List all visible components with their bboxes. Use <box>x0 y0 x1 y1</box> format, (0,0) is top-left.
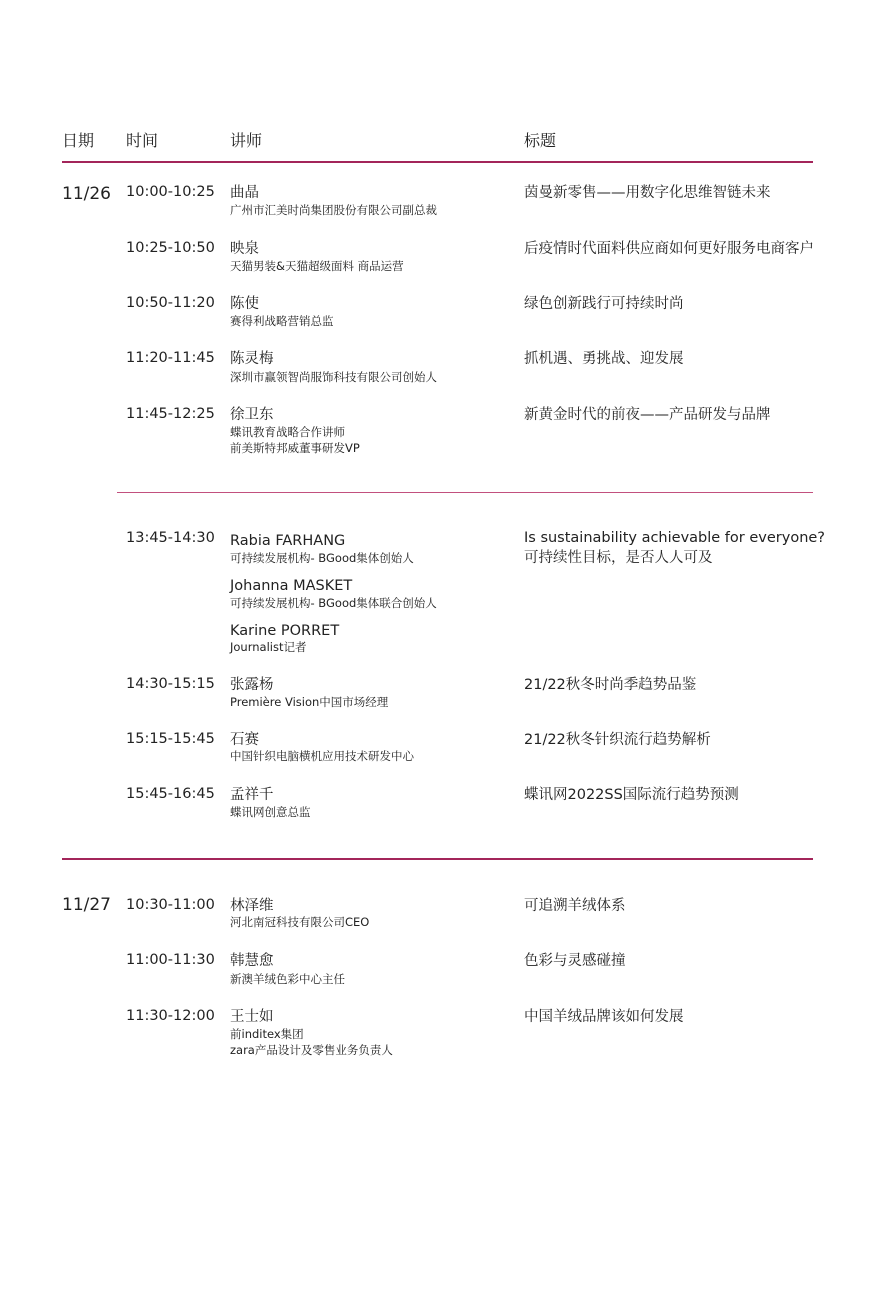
session-time: 15:45-16:45 <box>126 786 215 802</box>
speaker-role: 新澳羊绒色彩中心主任 <box>230 972 345 986</box>
session-time: 14:30-15:15 <box>126 676 215 692</box>
speaker-role: 赛得利战略营销总监 <box>230 314 334 328</box>
session-title: 抓机遇、勇挑战、迎发展 <box>524 351 684 367</box>
header-speaker: 讲师 <box>230 131 263 150</box>
lunch-divider <box>117 492 813 493</box>
session-time: 10:30-11:00 <box>126 897 215 913</box>
speaker-name: Karine PORRET <box>230 623 340 639</box>
session-title: 后疫情时代面料供应商如何更好服务电商客户 <box>524 241 814 257</box>
session-title: 色彩与灵感碰撞 <box>524 953 626 969</box>
speaker-role: 可持续发展机构- BGood集体联合创始人 <box>230 596 437 610</box>
speaker-name: 陈使 <box>230 296 259 312</box>
session-time: 15:15-15:45 <box>126 731 215 747</box>
speaker-role-secondary: zara产品设计及零售业务负责人 <box>230 1043 393 1057</box>
session-title: 21/22秋冬针织流行趋势解析 <box>524 732 711 748</box>
speaker-name: Rabia FARHANG <box>230 533 346 549</box>
session-title: 茵曼新零售——用数字化思维智链未来 <box>524 185 771 201</box>
session-title: 21/22秋冬时尚季趋势品鉴 <box>524 677 697 693</box>
session-title: 中国羊绒品牌该如何发展 <box>524 1009 684 1025</box>
speaker-name: 王士如 <box>230 1009 274 1025</box>
session-title: 可追溯羊绒体系 <box>524 898 626 914</box>
speaker-role: 深圳市赢领智尚服饰科技有限公司创始人 <box>230 370 437 384</box>
speaker-role: 蝶讯教育战略合作讲师 <box>230 425 345 439</box>
day-date: 11/27 <box>62 895 111 915</box>
speaker-name: 石赛 <box>230 732 259 748</box>
session-title: 新黄金时代的前夜——产品研发与品牌 <box>524 407 771 423</box>
speaker-role-secondary: 前美斯特邦威董事研发VP <box>230 441 360 455</box>
speaker-role: 蝶讯网创意总监 <box>230 805 311 819</box>
speaker-name: Johanna MASKET <box>230 578 353 594</box>
session-title-secondary: 可持续性目标，是否人人可及 <box>524 550 713 566</box>
speaker-role: 广州市汇美时尚集团股份有限公司副总裁 <box>230 203 437 217</box>
header-time: 时间 <box>126 131 159 150</box>
speaker-name: 孟祥千 <box>230 787 274 803</box>
session-time: 13:45-14:30 <box>126 530 215 546</box>
speaker-role: 可持续发展机构- BGood集体创始人 <box>230 551 414 565</box>
session-title: 蝶讯网2022SS国际流行趋势预测 <box>524 787 739 803</box>
speaker-role: Première Vision中国市场经理 <box>230 695 389 709</box>
speaker-name: 曲晶 <box>230 185 259 201</box>
speaker-role: 前inditex集团 <box>230 1027 304 1041</box>
speaker-name: 张露杨 <box>230 677 274 693</box>
speaker-name: 徐卫东 <box>230 407 274 423</box>
header-divider <box>62 161 813 163</box>
session-time: 11:20-11:45 <box>126 350 215 366</box>
session-time: 11:30-12:00 <box>126 1008 215 1024</box>
speaker-role: 天猫男装&天猫超级面料 商品运营 <box>230 259 404 273</box>
session-time: 11:45-12:25 <box>126 406 215 422</box>
speaker-name: 韩慧愈 <box>230 953 274 969</box>
session-title: 绿色创新践行可持续时尚 <box>524 296 684 312</box>
header-date: 日期 <box>62 131 95 150</box>
session-time: 11:00-11:30 <box>126 952 215 968</box>
speaker-role: Journalist记者 <box>230 640 307 654</box>
header-title: 标题 <box>524 131 557 150</box>
speaker-name: 林泽维 <box>230 898 274 914</box>
session-time: 10:50-11:20 <box>126 295 215 311</box>
speaker-role: 中国针织电脑横机应用技术研发中心 <box>230 749 414 763</box>
speaker-role: 河北南冠科技有限公司CEO <box>230 915 370 929</box>
session-title: Is sustainability achievable for everyone? <box>524 530 825 546</box>
speaker-name: 陈灵梅 <box>230 351 274 367</box>
day-date: 11/26 <box>62 184 111 204</box>
session-time: 10:25-10:50 <box>126 240 215 256</box>
session-time: 10:00-10:25 <box>126 184 215 200</box>
speaker-name: 映泉 <box>230 241 259 257</box>
day-divider <box>62 858 813 860</box>
